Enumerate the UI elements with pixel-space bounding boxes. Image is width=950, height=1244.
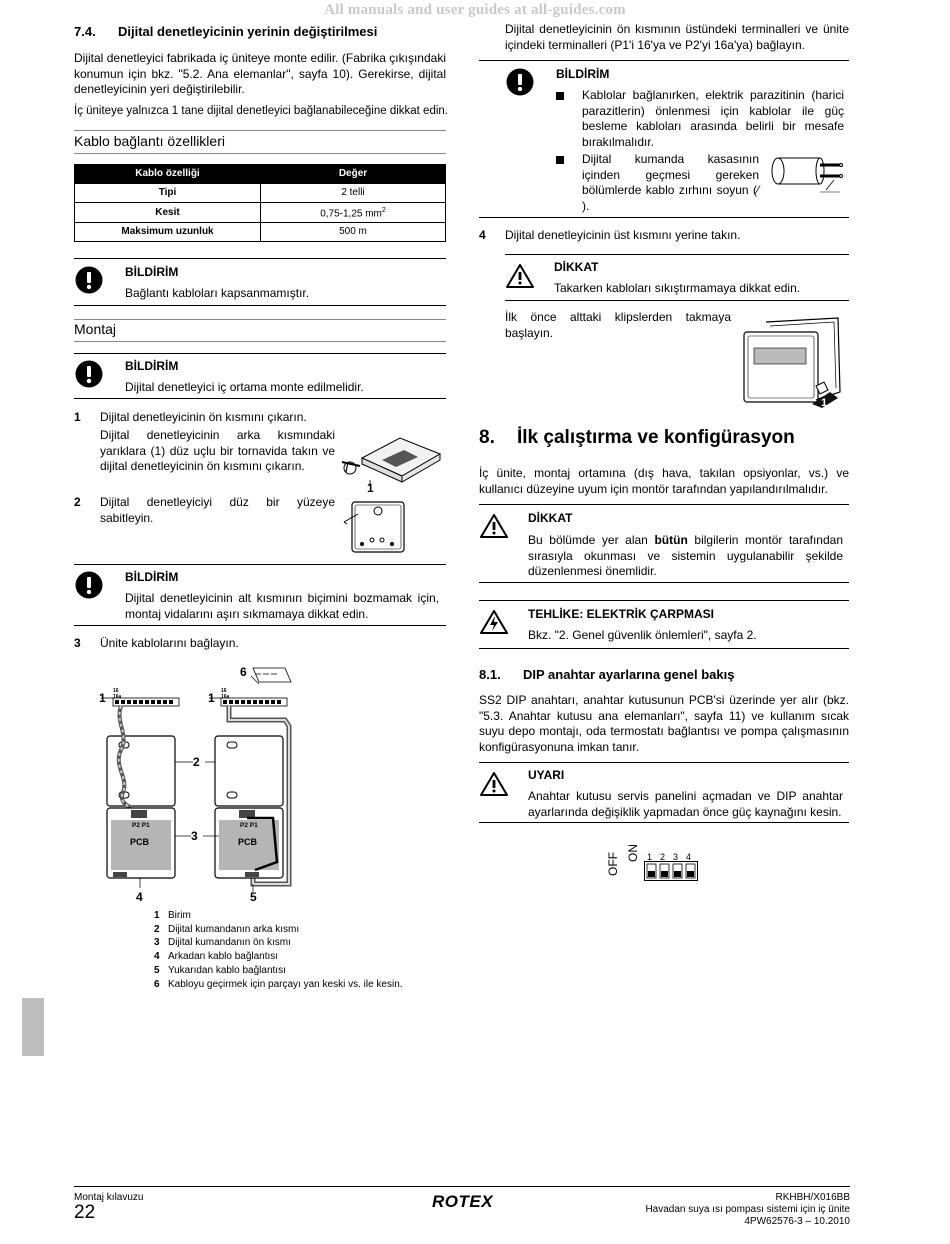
page-number: 22	[74, 1202, 96, 1223]
footer-product: Havadan suya ısı pompası sistemi için iç ünite	[645, 1204, 850, 1215]
table-header: Değer	[261, 165, 446, 184]
notice-bullet-text: Kablolar bağlanırken, elektrik parazitinin (harici parazitlerin) önlenmesi için kablolar ile güç besleme kabloları arasında belirli bir mesafe bırakılmalıdır.	[582, 88, 844, 149]
table-value: 2 telli	[261, 184, 446, 203]
caution-title: DİKKAT	[554, 260, 599, 274]
pcb-label: PCB	[238, 837, 258, 847]
warning-title: UYARI	[528, 768, 565, 782]
intro-note: İç üniteye yalnızca 1 tane dijital denetleyici bağlanabileceğine dikkat edin.	[74, 105, 448, 117]
terminal-label: 16 16a	[221, 688, 230, 700]
notice-title: BİLDİRİM	[125, 359, 179, 373]
step-number: 1	[74, 410, 81, 424]
bullet-icon	[556, 92, 564, 100]
footer-model: RKHBH/X016BB	[775, 1192, 850, 1203]
table-value-cell	[261, 203, 446, 223]
table-key: Tipi	[75, 184, 261, 203]
section-title: Dijital denetleyicinin yerinin değiştirilmesi	[118, 24, 378, 39]
continued-text: Dijital denetleyicinin ön kısmının üstündeki terminalleri ve ünite içindeki terminalleri (P1'i 16'ya ve P2'yi 16a'ya) bağlayın.	[505, 22, 849, 52]
terminal-label: P2 P1	[132, 822, 150, 829]
diagram-callout-5: 5	[250, 890, 257, 904]
table-key: Maksimum uzunluk	[75, 222, 261, 241]
step-text: Dijital denetleyiciyi düz bir yüzeye sabitleyin.	[100, 495, 335, 525]
legend-item: 1 Birim	[154, 910, 191, 921]
cable-spec-title: Kablo bağlantı özellikleri	[74, 133, 225, 149]
section-8-intro: İç ünite, montaj ortamına (dış hava, takılan opsiyonlar, vs.) ve kullanıcı düzeyine uyum için montör tarafından yapılandırılmalıdır.	[479, 466, 849, 496]
controller-removal-illustration	[340, 430, 445, 498]
notice-icon	[505, 67, 535, 97]
danger-title: TEHLİKE: ELEKTRİK ÇARPMASI	[528, 607, 714, 621]
table-key: Kesit	[75, 203, 261, 223]
figure-legend	[154, 909, 403, 991]
legend-item: 2 Dijital kumandanın arka kısmı	[154, 923, 300, 935]
warning-triangle-icon	[505, 263, 535, 289]
legend-item: 3 Dijital kumandanın ön kısmı	[154, 937, 291, 949]
intro-paragraph: Dijital denetleyici fabrikada iç üniteye monte edilir. (Fabrika çıkışındaki konumun için bkz. "5.2. Ana elemanlar", sayfa 10). Gerekirse, dijital denetleyicinin yeri değiştirilebilir.	[74, 51, 446, 96]
diagram-callout-3: 3	[191, 829, 198, 843]
warning-triangle-icon	[479, 771, 509, 797]
section-8-1-heading	[479, 667, 849, 683]
table-value: 500 m	[261, 222, 446, 241]
notice-text: Dijital denetleyicinin alt kısmının biçimini bozmamak için, montaj vidalarını aşırı sıkmamaya dikkat edin.	[125, 591, 439, 621]
watermark: All manuals and user guides at all-guides.com	[324, 2, 626, 18]
clip-callout: 1	[821, 397, 828, 409]
step-text: Dijital denetleyicinin üst kısmını yerine takın.	[505, 228, 741, 242]
wall-mount-illustration	[342, 500, 406, 556]
section-number: 8.	[479, 427, 495, 448]
section-title: İlk çalıştırma ve konfigürasyon	[517, 427, 795, 448]
diagram-callout-2: 2	[193, 755, 200, 769]
step-title: Dijital denetleyicinin ön kısmını çıkarın.	[100, 410, 307, 424]
clip-attach-illustration	[740, 314, 846, 410]
legend-item: 5 Yukarıdan kablo bağlantısı	[154, 964, 286, 976]
notice-title: BİLDİRİM	[125, 265, 179, 279]
table-row	[75, 203, 446, 223]
table-header: Kablo özelliği	[75, 165, 261, 184]
notice-icon	[74, 265, 104, 295]
notice-icon	[74, 359, 104, 389]
bullet-icon	[556, 156, 564, 164]
caution-title: DİKKAT	[528, 511, 573, 525]
table-value-sup: 2	[381, 207, 386, 214]
diagram-callout-6: 6	[240, 665, 247, 679]
dip-switch-body	[644, 861, 700, 881]
notice-title: BİLDİRİM	[556, 67, 610, 81]
dip-off-label: OFF	[606, 852, 620, 876]
step-text: Dijital denetleyicinin arka kısmındaki yarıklara (1) düz uçlu bir tornavida takın ve dijital denetleyicinin ön kısmını çıkarın.	[100, 428, 335, 473]
notice-bullet-text: Dijital kumanda kasasının içinden geçmesi gereken bölümlerde kablo zırhını soyun (⁄ ).	[582, 152, 759, 213]
caution-text: Bu bölümde yer alan bütün bilgilerin montör tarafından sırasıyla okunması ve sistemin uygulanabilir şekilde düzenlenmesi önemlidir.	[528, 533, 843, 578]
notice-icon	[74, 570, 104, 600]
diagram-callout-1: 1	[99, 691, 106, 705]
caution-text: Takarken kabloları sıkıştırmamaya dikkat edin.	[554, 281, 801, 295]
section-7-4-heading	[74, 24, 446, 40]
warning-triangle-icon	[479, 513, 509, 539]
cable-strip-illustration	[770, 152, 846, 198]
callout-1: 1	[367, 481, 374, 495]
step-number: 4	[479, 228, 486, 242]
footer-doc-type: Montaj kılavuzu	[74, 1192, 144, 1203]
legend-item: 4 Arkadan kablo bağlantısı	[154, 951, 279, 963]
notice-title: BİLDİRİM	[125, 570, 179, 584]
terminal-label: 16 16a	[113, 688, 122, 700]
dip-on-label: ON	[626, 844, 640, 862]
rotex-logo: ROTEX	[432, 1192, 494, 1211]
section-title: DIP anahtar ayarlarına genel bakış	[523, 667, 735, 682]
step-text: Ünite kablolarını bağlayın.	[100, 636, 239, 650]
step-number: 3	[74, 636, 81, 650]
montaj-title: Montaj	[74, 321, 117, 337]
section-8-1-text: SS2 DIP anahtarı, anahtar kutusunun PCB'si üzerinde yer alır (bkz. "5.3. Anahtar kutusu ana elemanları", sayfa 11) ve kullanım sıcak suyu depo montajı, oda termostatı bağlantısı ve pompa çalışmasının konfigürasyonuna imkan tanır.	[479, 693, 849, 754]
section-number: 7.4.	[74, 24, 96, 39]
notice-text: Dijital denetleyici iç ortama monte edilmelidir.	[125, 380, 364, 394]
diagram-callout-4: 4	[136, 890, 143, 904]
table-row	[75, 222, 446, 241]
clip-instruction: İlk önce alttaki klipslerden takmaya başlayın.	[505, 310, 731, 340]
footer-doc-id: 4PW62576-3 – 10.2010	[744, 1216, 850, 1227]
dip-switch-illustration: OFF ON 1 2 3 4	[620, 848, 700, 900]
cable-spec-table	[74, 164, 446, 242]
table-row	[75, 184, 446, 203]
table-value: 0,75-1,25 mm	[320, 208, 382, 220]
step-number: 2	[74, 495, 81, 509]
legend-item: 6 Kabloyu geçirmek için parçayı yan keski vs. ile kesin.	[154, 978, 403, 990]
warning-text: Anahtar kutusu servis panelini açmadan ve DIP anahtar ayarlarında değişiklik yapmadan önce güç kaynağını kesin.	[528, 789, 843, 819]
side-tab-marker	[22, 998, 44, 1056]
pcb-label: PCB	[130, 837, 150, 847]
notice-text: Bağlantı kabloları kapsanmamıştır.	[125, 286, 310, 300]
diagram-callout-1: 1	[208, 691, 215, 705]
terminal-label: P2 P1	[240, 822, 258, 829]
electric-shock-icon	[479, 609, 509, 635]
danger-text: Bkz. "2. Genel güvenlik önlemleri", sayfa 2.	[528, 628, 757, 642]
section-8-heading	[479, 427, 849, 448]
section-number: 8.1.	[479, 667, 501, 682]
